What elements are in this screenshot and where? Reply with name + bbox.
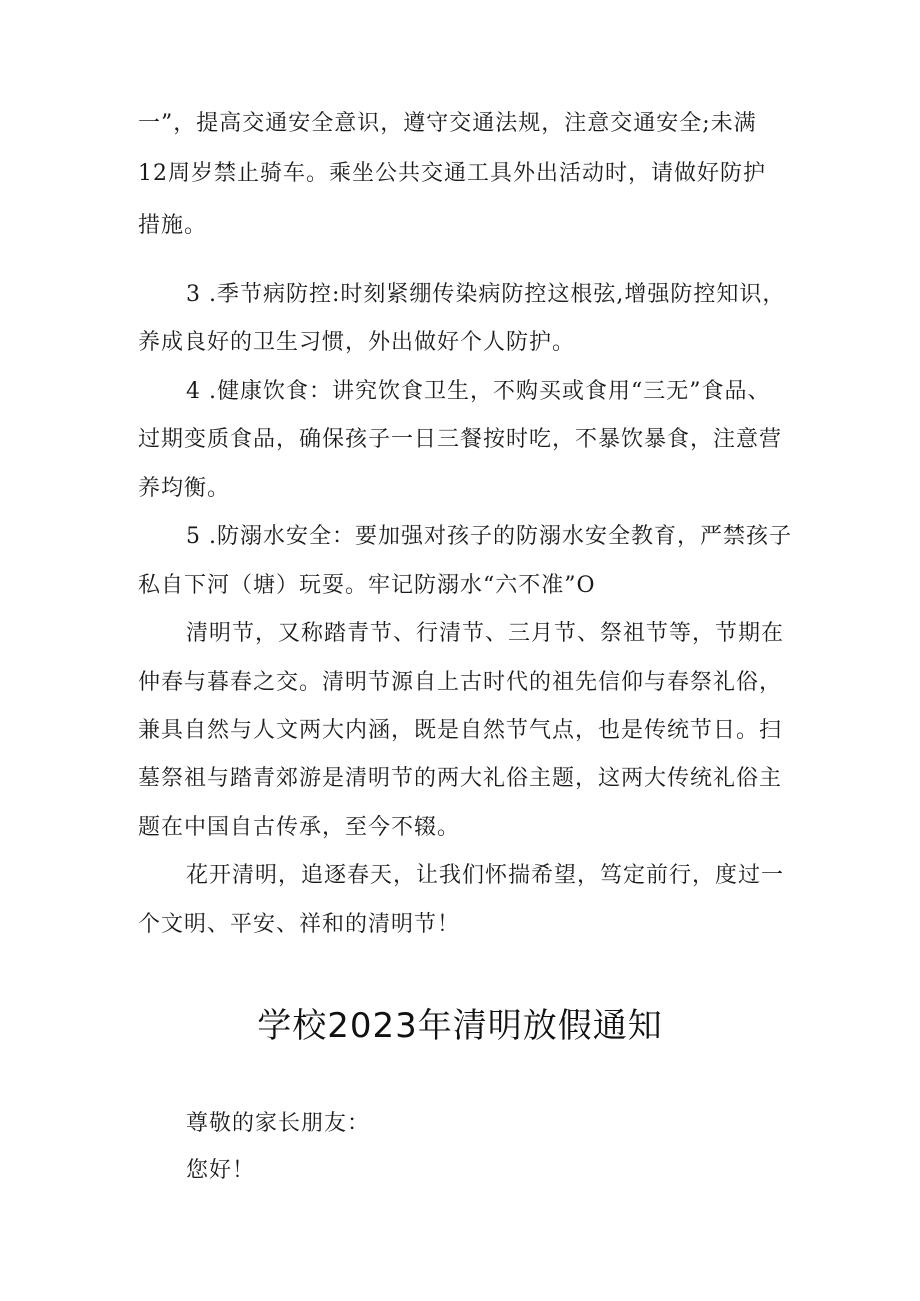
notice-title: 学校2023年清明放假通知 bbox=[257, 1006, 663, 1046]
list-item-healthy-diet: 4 .健康饮食：讲究饮食卫生，不购买或食用“三无”食品、 bbox=[186, 379, 771, 404]
list-item-seasonal-disease: 3 .季节病防控:时刻紧绷传染病防控这根弦,增强防控知识， bbox=[186, 282, 786, 307]
list-item-drowning-prevention: 5 .防溺水安全：要加强对孩子的防溺水安全教育，严禁孩子 bbox=[186, 524, 792, 549]
salutation: 尊敬的家长朋友： bbox=[186, 1111, 371, 1136]
paragraph-line: 养均衡。 bbox=[138, 476, 231, 501]
paragraph-line: 仲春与暮春之交。清明节源自上古时代的祖先信仰与春祭礼俗， bbox=[138, 670, 783, 695]
paragraph-line: 私自下河（塘）玩耍。牢记防溺水“六不准”O bbox=[138, 573, 596, 598]
greeting: 您好！ bbox=[186, 1158, 256, 1183]
paragraph-line: 过期变质食品，确保孩子一日三餐按时吃，不暴饮暴食，注意营 bbox=[138, 427, 783, 452]
paragraph-line: 一”，提高交通安全意识，遵守交通法规，注意交通安全;未满 bbox=[138, 111, 757, 136]
paragraph-line: 个文明、平安、祥和的清明节！ bbox=[138, 912, 461, 937]
paragraph-line: 养成良好的卫生习惯，外出做好个人防护。 bbox=[138, 330, 576, 355]
paragraph-line: 措施。 bbox=[138, 213, 208, 238]
paragraph-line: 清明节，又称踏青节、行清节、三月节、祭祖节等，节期在 bbox=[186, 621, 785, 646]
paragraph-line: 12周岁禁止骑车。乘坐公共交通工具外出活动时，请做好防护 bbox=[138, 161, 766, 186]
paragraph-line: 题在中国自古传承，至今不辍。 bbox=[138, 815, 461, 840]
paragraph-line: 兼具自然与人文两大内涵，既是自然节气点，也是传统节日。扫 bbox=[138, 718, 783, 743]
paragraph-line: 花开清明，追逐春天，让我们怀揣希望，笃定前行，度过一 bbox=[186, 863, 785, 888]
paragraph-line: 墓祭祖与踏青郊游是清明节的两大礼俗主题，这两大传统礼俗主 bbox=[138, 766, 783, 791]
